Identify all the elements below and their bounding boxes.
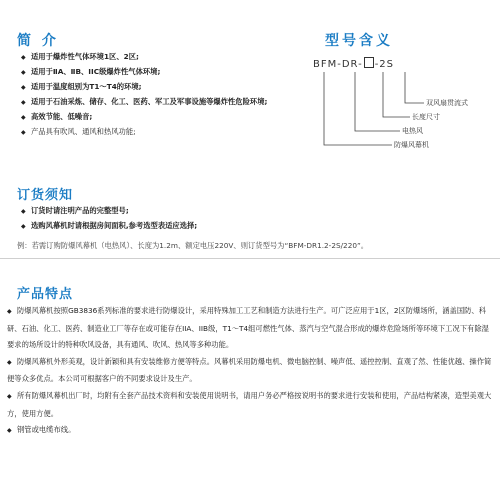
intro-item: ◆ 适用于ⅡA、ⅡB、IIC级爆炸性气体环境; bbox=[21, 65, 267, 80]
legend-line-3 bbox=[355, 72, 400, 131]
order-list bbox=[21, 204, 197, 234]
diamond-bullet-icon: ◆ bbox=[21, 69, 26, 76]
diamond-bullet-icon: ◆ bbox=[7, 308, 12, 315]
diamond-bullet-icon: ◆ bbox=[21, 223, 26, 230]
diamond-bullet-icon: ◆ bbox=[21, 84, 26, 91]
diamond-bullet-icon: ◆ bbox=[21, 54, 26, 61]
feature-item: ◆ 所有防爆风幕机出厂时，均附有全套产品技术资料和安装使用说明书，请用户务必严格按说明书的要求进行安装和使用，产品结构紧凑，造型美观大方，使用方便。 bbox=[7, 390, 492, 418]
intro-item: ◆ 适用于温度组别为T1～T4的环境; bbox=[21, 80, 267, 95]
legend-line-2 bbox=[383, 72, 410, 117]
feature-item: ◆ 防爆风幕机按照GB3836系列标准的要求进行防爆设计，采用特殊加工工艺和制造方法进行生产。可广泛应用于1区，2区防爆场所，涵盖国防、科研、石油、化工、医药、制造业工厂等存在或可能存在IIA、IIB级，T1～T4组可燃性气体、蒸汽与空气混合形成的爆炸危险场所等环境下工况下有除湿要求的场所设计的特种吹风设备，具有通风、吹风、热风等多种功能。 bbox=[7, 306, 489, 350]
legend-label-2: 长度尺寸 bbox=[412, 113, 440, 121]
feature-item: ◆ 钢管或电缆布线。 bbox=[7, 422, 495, 440]
diamond-bullet-icon: ◆ bbox=[21, 129, 26, 136]
intro-item: ◆ 高效节能、低噪音; bbox=[21, 110, 267, 125]
legend-line-4 bbox=[324, 72, 392, 145]
diamond-bullet-icon: ◆ bbox=[21, 99, 26, 106]
intro-item: ◆ 产品具有吹风、通风和热风功能; bbox=[21, 125, 267, 140]
intro-list bbox=[21, 50, 267, 140]
section-divider bbox=[0, 258, 500, 259]
model-code: BFM-DR- -2S bbox=[313, 59, 395, 70]
diamond-bullet-icon: ◆ bbox=[7, 358, 12, 366]
order-title: 订货须知 bbox=[17, 188, 74, 203]
model-placeholder-box bbox=[364, 57, 374, 68]
legend-line-1 bbox=[405, 72, 424, 103]
model-title: 型号含义 bbox=[325, 33, 393, 49]
diamond-bullet-icon: ◆ bbox=[21, 208, 26, 215]
intro-item: ◆ 适用于石油采炼、储存、化工、医药、军工及军事设施等爆炸性危险环境; bbox=[21, 95, 267, 110]
diamond-bullet-icon: ◆ bbox=[7, 427, 12, 435]
order-item: ◆ 订货时请注明产品的完整型号; bbox=[21, 204, 197, 219]
intro-title: 简 介 bbox=[17, 33, 59, 49]
intro-item: ◆ 适用于爆炸性气体环境1区、2区; bbox=[21, 50, 267, 65]
features-title: 产品特点 bbox=[17, 287, 74, 302]
diamond-bullet-icon: ◆ bbox=[7, 392, 12, 400]
order-item: ◆ 选购风幕机时请根据房间面积,参考选型表适应选择; bbox=[21, 219, 197, 234]
diamond-bullet-icon: ◆ bbox=[21, 114, 26, 121]
order-example: 例：若需订购防爆风幕机（电热风）、长度为1.2m、额定电压220V、则订货型号为“BFM-DR1.2-2S/220”。 bbox=[17, 241, 369, 250]
features-list bbox=[7, 303, 495, 440]
legend-label-4: 防爆风幕机 bbox=[394, 141, 429, 149]
legend-label-3: 电热风 bbox=[402, 127, 423, 135]
feature-item: ◆ 防爆风幕机外形美观，设计新颖和具有安装维修方便等特点。风幕机采用防爆电机、微电脑控制、噪声低、遥控控制、直观了然、性能优越、操作简便等众多优点。本公司可根据客户的不同要求设计及生产。 bbox=[7, 356, 492, 384]
legend-label-1: 双风扇贯流式 bbox=[426, 99, 468, 107]
